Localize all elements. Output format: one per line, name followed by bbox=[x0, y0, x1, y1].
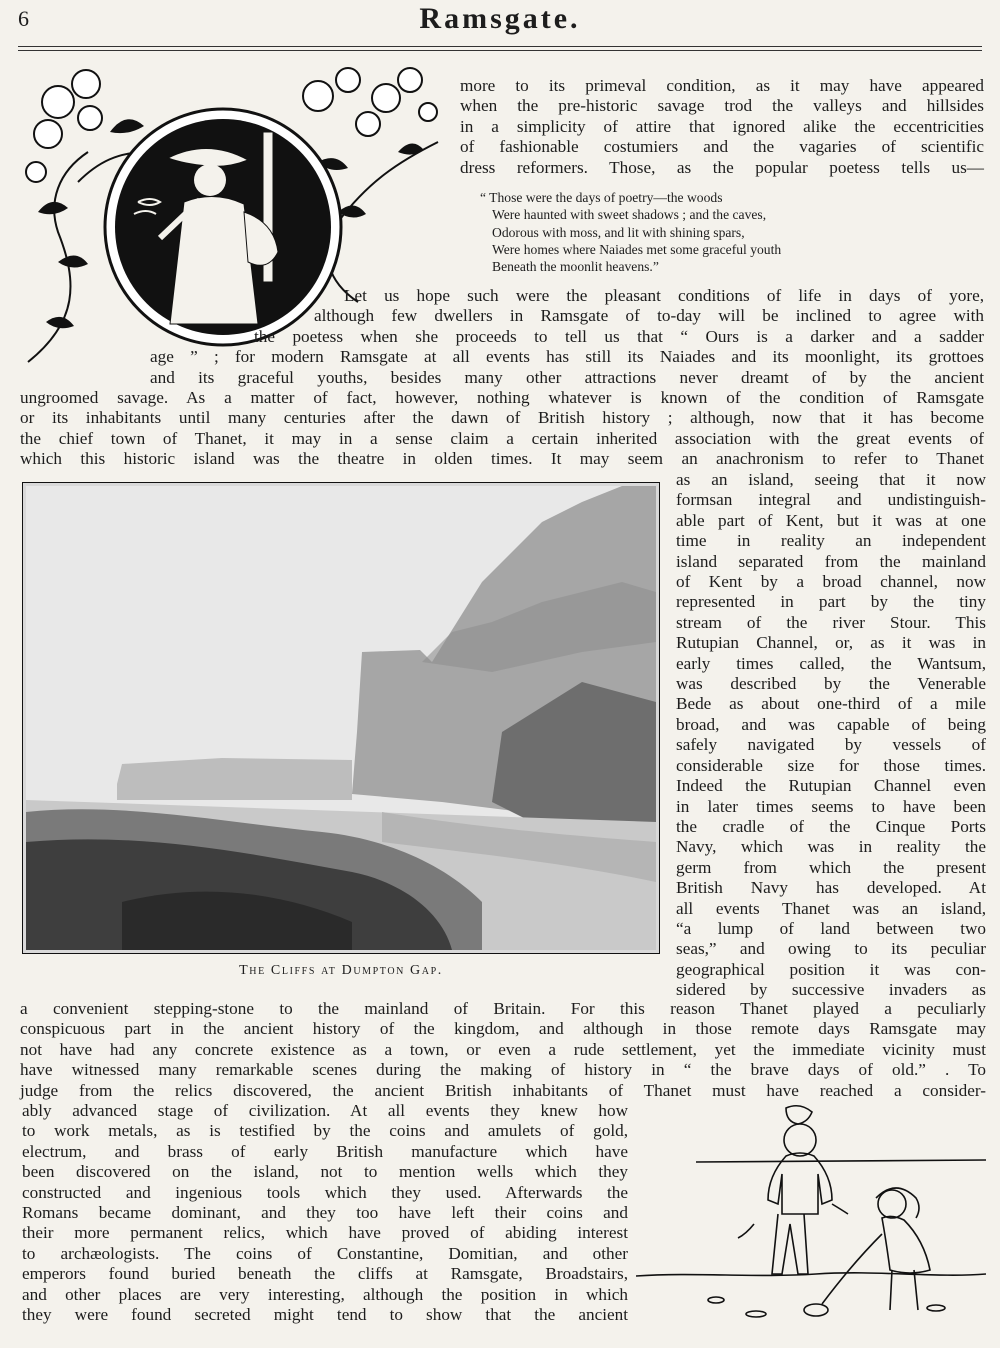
column-line: considerable size for those times. bbox=[676, 755, 986, 775]
verse-line: “ Those were the days of poetry—the woods bbox=[480, 190, 723, 205]
verse-quotation bbox=[480, 189, 932, 275]
column-line: time in reality an independent bbox=[676, 531, 986, 551]
intro-line: more to its primeval condition, as it may have appeared bbox=[460, 76, 984, 95]
column-line: all events Thanet was an island, bbox=[676, 898, 986, 918]
page-number: 6 bbox=[18, 6, 29, 31]
column-line: broad, and was capable of being bbox=[676, 714, 986, 734]
body-line: which this historic island was the theatre in olden times. It may seem an anachronism to refer to Thanet bbox=[20, 449, 984, 469]
rose-cluster-right bbox=[303, 68, 437, 136]
body-line: age ” ; for modern Ramsgate at all events has still its Naiades and its moonlight, its grottoes bbox=[150, 347, 984, 367]
cliffs-photograph bbox=[22, 482, 660, 954]
running-title: Ramsgate. bbox=[419, 2, 581, 35]
body-line: Let us hope such were the pleasant conditions of life in days of yore, bbox=[344, 286, 984, 305]
body-line: judge from the relics discovered, the ancient British inhabitants of Thanet must have reached a consider- bbox=[20, 1080, 986, 1100]
body-line: have witnessed many remarkable scenes during the making of history in “ the brave days of old.” . To bbox=[20, 1060, 986, 1080]
column-line: safely navigated by vessels of bbox=[676, 735, 986, 755]
body-line: and its graceful youths, besides many other attractions never dreamt of by the ancient bbox=[150, 367, 984, 387]
verse-line: Odorous with moss, and lit with shining spars, bbox=[492, 224, 745, 240]
intro-line: when the pre-historic savage trod the valleys and hillsides bbox=[460, 96, 984, 116]
column-line: seas,” and owing to its peculiar bbox=[676, 939, 986, 959]
rose-cluster-left bbox=[26, 70, 102, 182]
column-line: stream of the river Stour. This bbox=[676, 612, 986, 632]
horizon-line bbox=[696, 1160, 986, 1162]
body-line: although few dwellers in Ramsgate of to-day will be inclined to agree with bbox=[314, 306, 984, 326]
column-line: formsan integral and undistinguish- bbox=[676, 490, 986, 510]
body-line: they were found secreted might tend to show that the ancient bbox=[22, 1305, 628, 1325]
column-line: island separated from the mainland bbox=[676, 551, 986, 571]
column-line: in later times seems to have been bbox=[676, 796, 986, 816]
body-line: their more permanent relics, which have proved of abiding interest bbox=[22, 1223, 628, 1243]
body-line: conspicuous part in the ancient history of the kingdom, and although in those remote days Ramsgate may bbox=[20, 1019, 986, 1039]
column-line: as an island, seeing that it now bbox=[676, 470, 986, 489]
column-line: Indeed the Rutupian Channel even bbox=[676, 776, 986, 796]
body-line: not have had any concrete existence as a town, or even a rude settlement, yet the immediate vicinity must bbox=[20, 1039, 986, 1059]
verse-line: Were haunted with sweet shadows ; and the caves, bbox=[492, 207, 767, 223]
body-line: constructed and ingenious tools which they used. Afterwards the bbox=[22, 1182, 628, 1202]
body-line: the poetess when she proceeds to tell us that “ Ours is a darker and a sadder bbox=[254, 326, 984, 346]
intro-line: of fashionable costumiers and the vagaries of scientific bbox=[460, 137, 984, 157]
verse-line: Were homes where Naiades met some graceful youth bbox=[492, 241, 782, 257]
column-line: was described by the Venerable bbox=[676, 674, 986, 694]
body-line: or its inhabitants until many centuries after the dawn of British history ; although, now that it has become bbox=[20, 408, 984, 428]
body-line: been discovered on the island, not to mention wells which they bbox=[22, 1162, 628, 1182]
body-line: emperors found buried beneath the cliffs at Ramsgate, Broadstairs, bbox=[22, 1264, 628, 1284]
column-line: sidered by successive invaders as bbox=[676, 980, 986, 1000]
children-seaside-illustration bbox=[636, 1104, 986, 1342]
column-line: the cradle of the Cinque Ports bbox=[676, 816, 986, 836]
body-line: ably advanced stage of civilization. At all events they knew how bbox=[22, 1101, 628, 1120]
body-line: to work metals, as is testified by the coins and amulets of gold, bbox=[22, 1121, 628, 1141]
column-line: British Navy has developed. At bbox=[676, 878, 986, 898]
body-line: to archæologists. The coins of Constantine, Domitian, and other bbox=[22, 1243, 628, 1263]
shoreline bbox=[636, 1273, 986, 1276]
verse-line: Beneath the moonlit heavens.” bbox=[492, 259, 659, 275]
photo-caption: The Cliffs at Dumpton Gap. bbox=[239, 963, 443, 978]
body-line: the chief town of Thanet, it may in a sense claim a certain inherited association with the great events of bbox=[20, 428, 984, 448]
body-line: Romans became dominant, and they too have left their coins and bbox=[22, 1203, 628, 1223]
column-line: able part of Kent, but it was at one bbox=[676, 510, 986, 530]
body-line: and other places are very interesting, although the position in which bbox=[22, 1284, 628, 1304]
girl-figure bbox=[804, 1188, 930, 1316]
column-line: Rutupian Channel, or, as it was in bbox=[676, 633, 986, 653]
header-rule bbox=[18, 46, 982, 47]
intro-line: in a simplicity of attire that ignored alike the eccentricities bbox=[460, 116, 984, 136]
shrimping-net-pole bbox=[822, 1234, 882, 1304]
body-line: ungroomed savage. As a matter of fact, however, nothing whatever is known of the condition of Ramsgate bbox=[20, 388, 984, 407]
column-line: Navy, which was in reality the bbox=[676, 837, 986, 857]
header-rule-secondary bbox=[18, 50, 982, 51]
shrimping-net bbox=[804, 1304, 828, 1316]
column-line: represented in part by the tiny bbox=[676, 592, 986, 612]
column-line: geographical position it was con- bbox=[676, 959, 986, 979]
column-line: germ from which the present bbox=[676, 857, 986, 877]
body-line: a convenient stepping-stone to the mainland of Britain. For this reason Thanet played a peculiarly bbox=[20, 999, 986, 1018]
body-line: electrum, and brass of early British manufacture which have bbox=[22, 1141, 628, 1161]
intro-line: dress reformers. Those, as the popular poetess tells us— bbox=[460, 157, 984, 177]
column-line: Bede as about one-third of a mile bbox=[676, 694, 986, 714]
column-line: early times called, the Wantsum, bbox=[676, 653, 986, 673]
column-line: “a lump of land between two bbox=[676, 918, 986, 938]
boy-figure bbox=[738, 1106, 848, 1274]
column-line: of Kent by a broad channel, now bbox=[676, 572, 986, 592]
